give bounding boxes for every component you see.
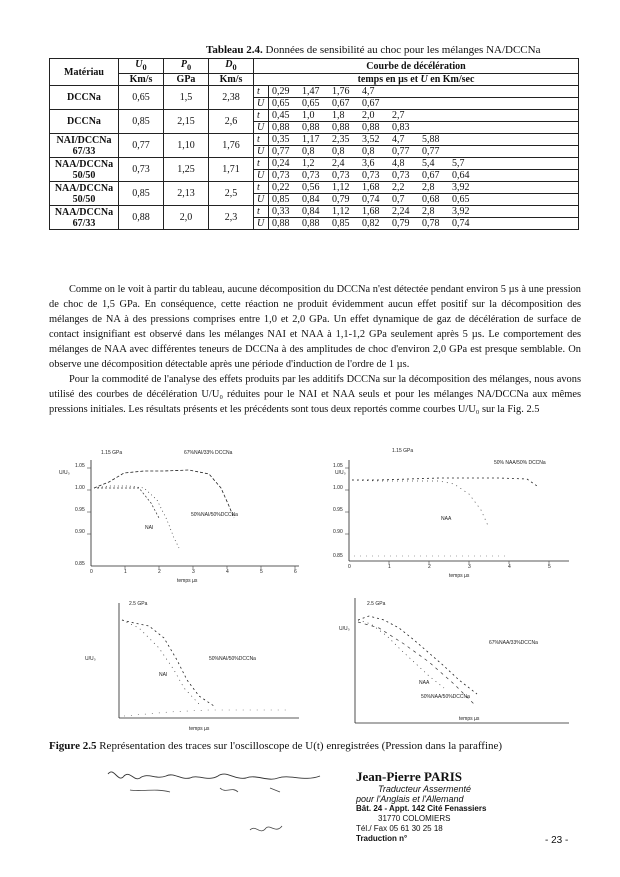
table-row — [50, 158, 579, 170]
panel-4-pressure: 2.5 GPa — [367, 601, 386, 607]
table-row — [50, 182, 579, 194]
cell-material: DCCNa — [50, 86, 119, 110]
table-header-row-2 — [50, 74, 579, 86]
header-curve-units: temps en µs et U en Km/sec — [254, 74, 579, 86]
panel-1-ytick: 0.95 — [75, 507, 85, 513]
panel-2-ytick: 1.05 — [333, 463, 343, 469]
page-number: - 23 - — [545, 835, 569, 846]
panel-1-xtick: 1 — [124, 569, 127, 575]
panel-1-xtick: 6 — [294, 569, 297, 575]
cell-var-t: t — [254, 134, 269, 146]
table-row — [50, 86, 579, 98]
panel-2-pressure: 1.15 GPa — [392, 448, 414, 454]
header-curve-title: Courbe de décélération — [254, 59, 579, 74]
panel-1-xtick: 0 — [90, 569, 93, 575]
panel-2-xtick: 0 — [348, 564, 351, 570]
panel-3-label-b: NAI — [159, 672, 168, 678]
panel-1-ytick: 0.85 — [75, 561, 85, 567]
header-d0: $D_0$ — [209, 59, 254, 74]
cell-var-t: t — [254, 182, 269, 194]
panel-3-xlabel: temps µs — [189, 726, 210, 732]
cell-var-u: U — [254, 98, 269, 110]
translation-number: Traduction n° — [356, 834, 408, 843]
cell-values-t: 0,29 1,47 1,76 4,7 — [269, 86, 579, 98]
panel-2-xtick: 2 — [428, 564, 431, 570]
panel-1-label-b: 50%NAI/50%DCCNa — [191, 512, 238, 518]
translator-title: Traducteur Assermenté — [378, 784, 472, 794]
cell-var-u: U — [254, 122, 269, 134]
panel-1-xlabel: temps µs — [177, 578, 198, 584]
figure-2-5 — [49, 448, 579, 733]
cell-u0: 0,85 — [119, 182, 164, 206]
panel-2-xtick: 5 — [548, 564, 551, 570]
translator-stamp — [356, 770, 486, 844]
cell-p0: 2,13 — [164, 182, 209, 206]
panel-2-xlabel: temps µs — [449, 573, 470, 579]
cell-values-t: 0,33 0,84 1,12 1,68 2,24 2,8 3,92 — [269, 206, 579, 218]
panel-2-xtick: 3 — [468, 564, 471, 570]
panel-2-ytick: 0.95 — [333, 507, 343, 513]
cell-values-t: 0,45 1,0 1,8 2,0 2,7 — [269, 110, 579, 122]
cell-material: NAA/DCCNa 50/50 — [50, 182, 119, 206]
panel-3-label-a: 50%NAI/50%DCCNa — [209, 656, 256, 662]
panel-2-ytick: 0.90 — [333, 529, 343, 535]
cell-p0: 1,10 — [164, 134, 209, 158]
panel-4-label-c: 50%NAA/50%DCCNa — [421, 694, 470, 700]
panel-1-label-a: 67%NAI/33% DCCNa — [184, 450, 233, 456]
cell-values-t: 0,22 0,56 1,12 1,68 2,2 2,8 3,92 — [269, 182, 579, 194]
header-p0-unit: GPa — [164, 74, 209, 86]
table-caption-label: Tableau 2.4. — [206, 44, 263, 56]
cell-u0: 0,88 — [119, 206, 164, 230]
translator-phone: Tél./ Fax 05 61 30 25 18 — [356, 824, 443, 833]
paragraph: Pour la commodité de l'analyse des effets produits par les additifs DCCNa sur la décomposition des mélanges, nous avons utilisé des courbes de décélération U/U₀ réduites pour le NAI et NAA seuls et pour les mélanges NA/DCCNa aux mêmes pressions initiales. Les résultats présents et les précédents sont tous deux reportés comme courbes U/U₀ sur la Fig. 2.5 — [49, 374, 581, 415]
cell-var-t: t — [254, 206, 269, 218]
table-body — [50, 86, 579, 230]
panel-4-label-a: 67%NAA/33%DCCNa — [489, 640, 538, 646]
panel-4-label-b: NAA — [419, 680, 430, 686]
table-caption — [206, 44, 540, 56]
cell-d0: 2,38 — [209, 86, 254, 110]
header-material: Matériau — [50, 59, 119, 86]
panel-1-label-c: NAI — [145, 525, 154, 531]
cell-var-u: U — [254, 146, 269, 158]
body-text — [49, 282, 581, 417]
cell-values-t: 0,24 1,2 2,4 3,6 4,8 5,4 5,7 — [269, 158, 579, 170]
cell-values-u: 0,88 0,88 0,88 0,88 0,83 — [269, 122, 579, 134]
cell-p0: 1,25 — [164, 158, 209, 182]
panel-1-ytick: 0.90 — [75, 529, 85, 535]
panel-2-ytick: 1.00 — [333, 485, 343, 491]
translator-address-1: Bât. 24 - Appt. 142 Cité Fenassiers — [356, 804, 487, 813]
panel-1-xtick: 4 — [226, 569, 229, 575]
cell-var-u: U — [254, 218, 269, 230]
panel-4-xlabel: temps µs — [459, 716, 480, 722]
cell-material: NAI/DCCNa 67/33 — [50, 134, 119, 158]
cell-var-u: U — [254, 194, 269, 206]
panel-1-pressure: 1.15 GPa — [101, 450, 123, 456]
cell-d0: 2,3 — [209, 206, 254, 230]
cell-values-u: 0,77 0,8 0,8 0,8 0,77 0,77 — [269, 146, 579, 158]
figure-caption — [49, 740, 502, 752]
cell-var-t: t — [254, 110, 269, 122]
cell-u0: 0,73 — [119, 158, 164, 182]
cell-values-t: 0,35 1,17 2,35 3,52 4,7 5,88 — [269, 134, 579, 146]
figure-caption-label: Figure 2.5 — [49, 740, 97, 752]
header-p0: $P_0$ — [164, 59, 209, 74]
cell-values-u: 0,73 0,73 0,73 0,73 0,73 0,67 0,64 — [269, 170, 579, 182]
panel-3-ylabel: U/U₀ — [85, 656, 96, 662]
cell-u0: 0,85 — [119, 110, 164, 134]
cell-d0: 1,71 — [209, 158, 254, 182]
paragraph: Comme on le voit à partir du tableau, aucune décomposition du DCCNa n'est détectée pendant environ 5 µs à une pression de choc de 1,5 GPa. En conséquence, cette réaction ne produit évidemment aucun effet positif sur la décomposition des mélanges de NA à des pressions comprises entre 1,0 et 2,0 GPa. Un effet dynamique de gaz de décélération de surface de contact insignifiant est observé dans les mélanges NAI et NAA à 1,1-1,2 GPa seulement après 5 µs. Le comportement des mélanges de NAA avec différentes teneurs de DCCNa à des amplitudes de choc d'environ 2,0 GPa est presque semblable. On observe une décomposition détectable après une période d'induction de l'ordre de 1 µs. — [49, 284, 581, 370]
panel-1-ytick: 1.05 — [75, 463, 85, 469]
table-row — [50, 110, 579, 122]
cell-u0: 0,77 — [119, 134, 164, 158]
cell-var-t: t — [254, 158, 269, 170]
translator-languages: pour l'Anglais et l'Allemand — [356, 794, 464, 804]
panel-2-xtick: 4 — [508, 564, 511, 570]
header-u0: $U_0$ — [119, 59, 164, 74]
panel-3-pressure: 2.5 GPa — [129, 601, 148, 607]
table-row — [50, 134, 579, 146]
cell-d0: 2,6 — [209, 110, 254, 134]
cell-d0: 2,5 — [209, 182, 254, 206]
panel-4-ylabel: U/U₀ — [339, 626, 350, 632]
sensitivity-table — [49, 58, 579, 230]
handwritten-signature — [100, 762, 340, 862]
table-caption-text: Données de sensibilité au choc pour les mélanges NA/DCCNa — [265, 44, 541, 56]
cell-values-u: 0,88 0,88 0,85 0,82 0,79 0,78 0,74 — [269, 218, 579, 230]
cell-p0: 2,15 — [164, 110, 209, 134]
panel-1-xtick: 5 — [260, 569, 263, 575]
panel-2-ytick: 0.85 — [333, 553, 343, 559]
panel-1-ylabel: U/U₀ — [59, 470, 70, 476]
table-row — [50, 206, 579, 218]
cell-u0: 0,65 — [119, 86, 164, 110]
panel-2-xtick: 1 — [388, 564, 391, 570]
cell-values-u: 0,85 0,84 0,79 0,74 0,7 0,68 0,65 — [269, 194, 579, 206]
cell-material: NAA/DCCNa 50/50 — [50, 158, 119, 182]
translator-address-2: 31770 COLOMIERS — [378, 814, 451, 823]
panel-1-xtick: 2 — [158, 569, 161, 575]
translator-name: Jean-Pierre PARIS — [356, 769, 463, 784]
header-u0-unit: Km/s — [119, 74, 164, 86]
cell-p0: 1,5 — [164, 86, 209, 110]
cell-material: DCCNa — [50, 110, 119, 134]
panel-2-label-a: 50% NAA/50% DCCNa — [494, 460, 546, 466]
panel-2-label-b: NAA — [441, 516, 452, 522]
table-header-row-1 — [50, 59, 579, 74]
cell-p0: 2,0 — [164, 206, 209, 230]
panel-1-ytick: 1.00 — [75, 485, 85, 491]
cell-d0: 1,76 — [209, 134, 254, 158]
header-d0-unit: Km/s — [209, 74, 254, 86]
cell-values-u: 0,65 0,65 0,67 0,67 — [269, 98, 579, 110]
cell-var-u: U — [254, 170, 269, 182]
panel-2-ylabel: U/U₀ — [335, 470, 346, 476]
cell-var-t: t — [254, 86, 269, 98]
panel-1-xtick: 3 — [192, 569, 195, 575]
cell-material: NAA/DCCNa 67/33 — [50, 206, 119, 230]
figure-caption-text: Représentation des traces sur l'oscilloscope de U(t) enregistrées (Pression dans la paraffine) — [99, 740, 503, 752]
